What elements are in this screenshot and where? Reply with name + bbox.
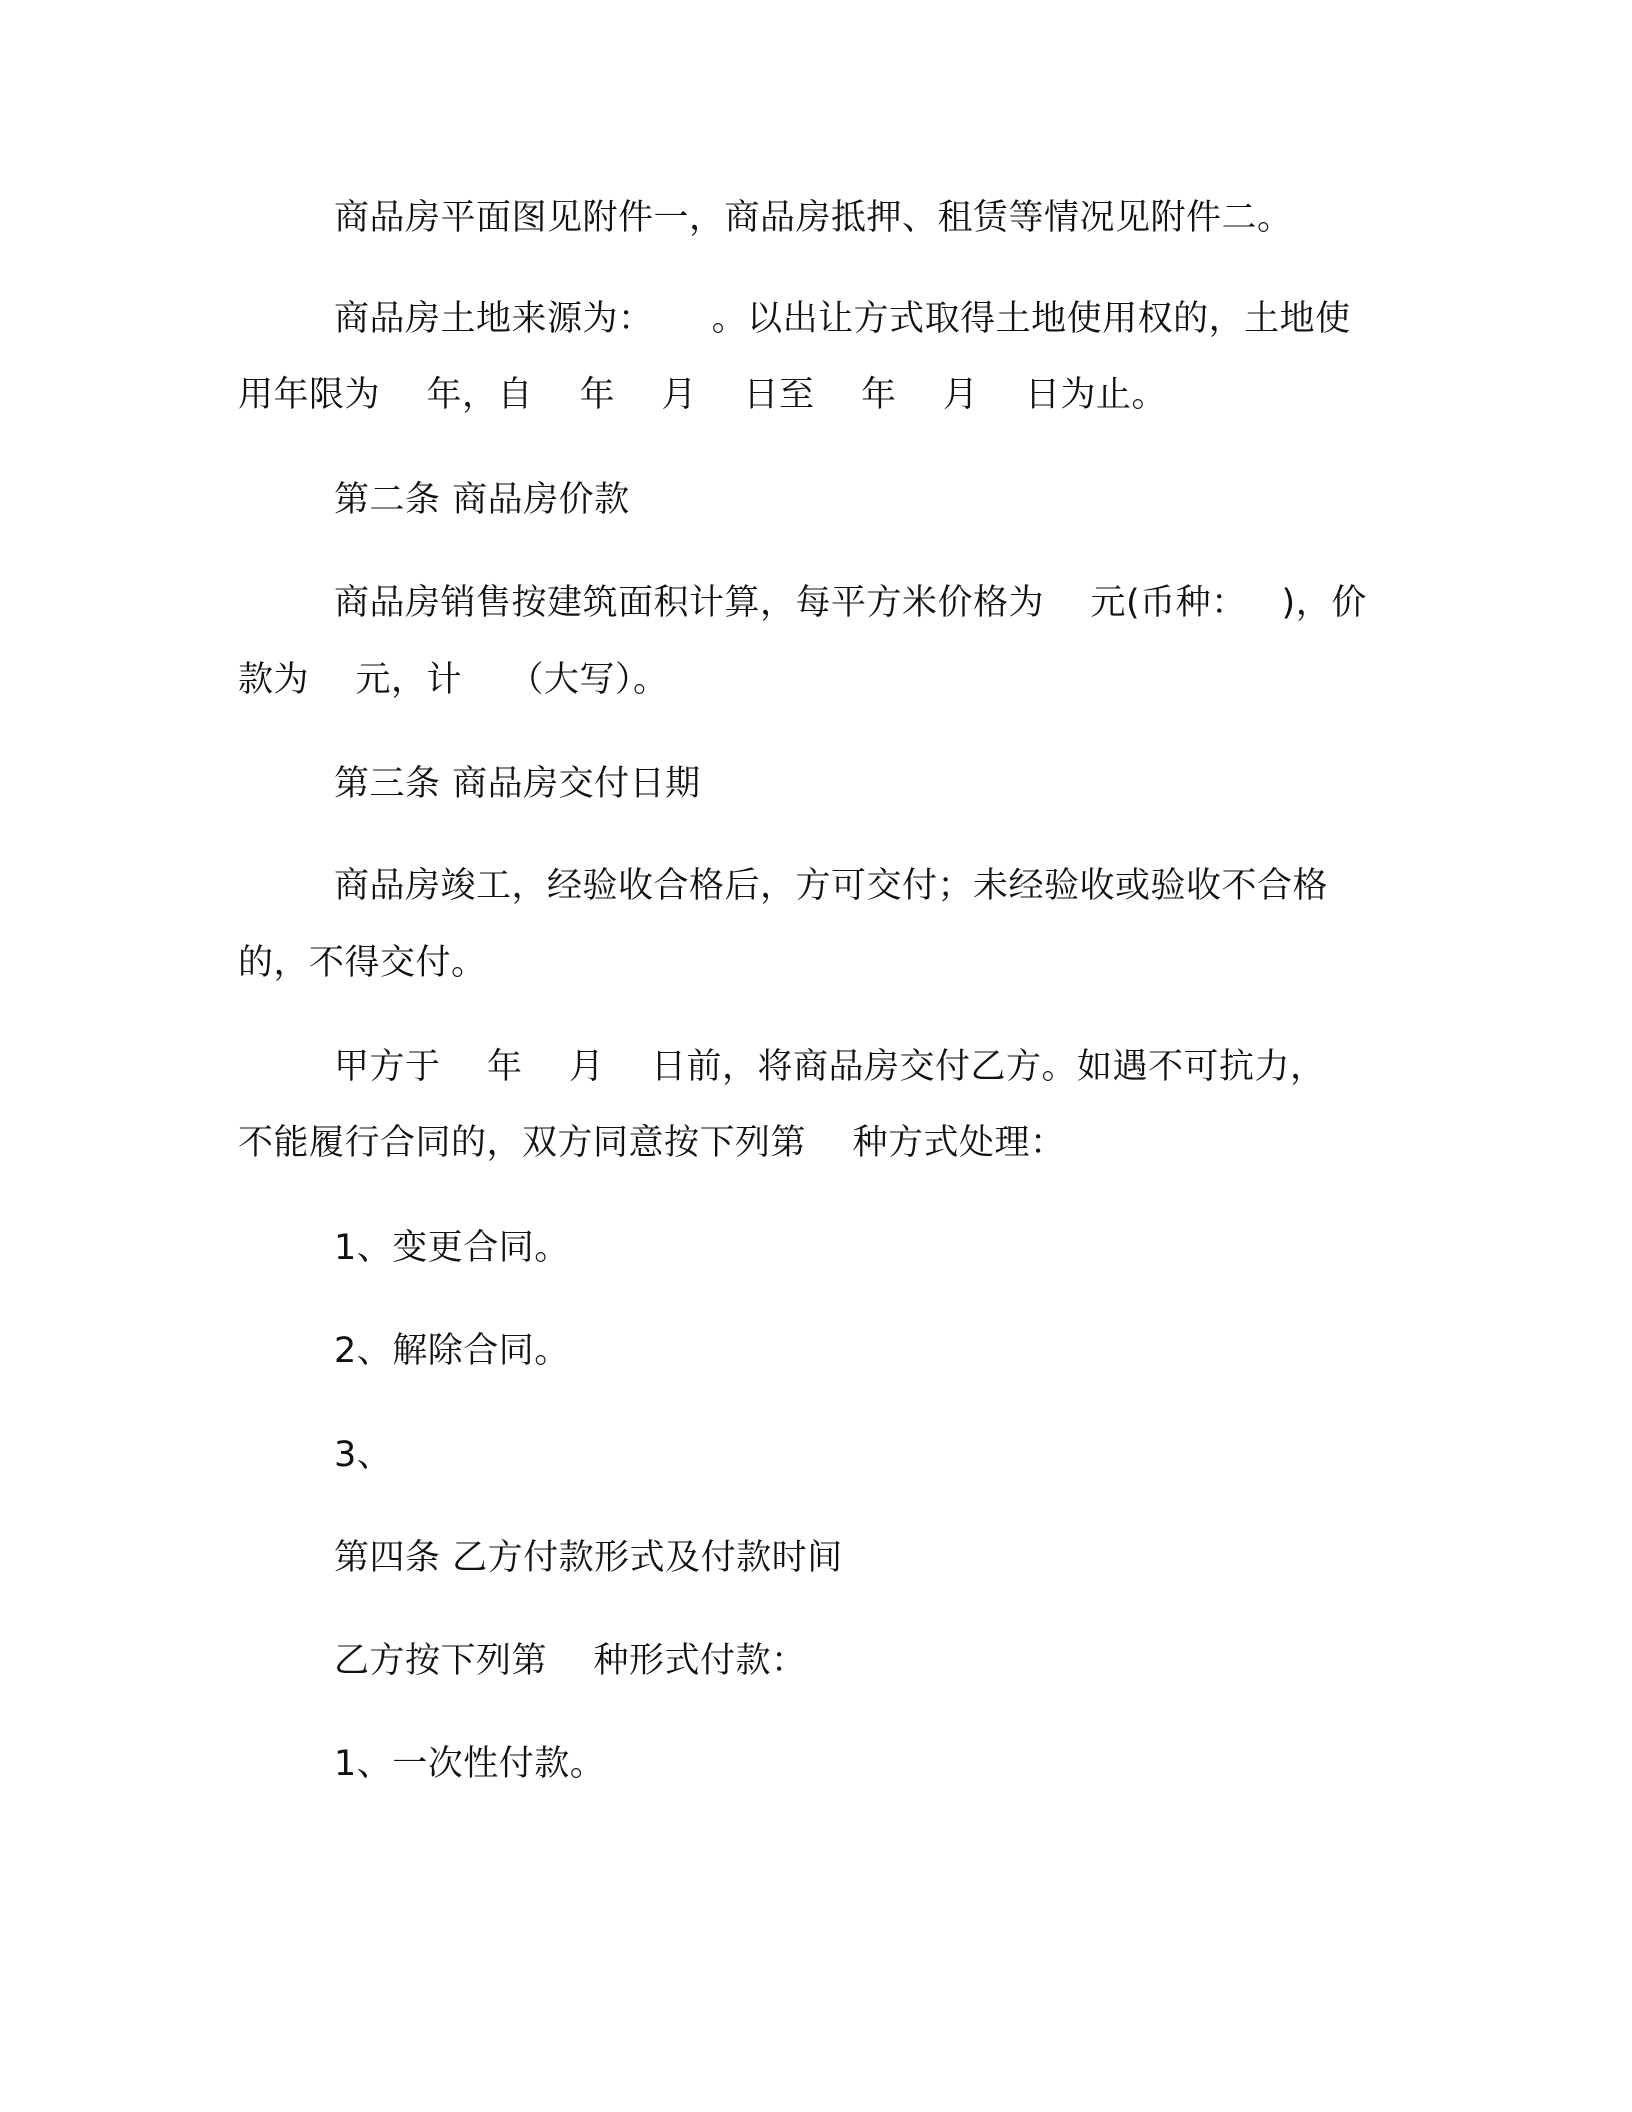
paragraph-price-line2: 款为 元，计 （大写）。 — [238, 660, 669, 700]
paragraph-land-source-line2: 用年限为 年，自 年 月 日至 年 月 日为止。 — [238, 375, 1168, 415]
paragraph-completion-line1: 商品房竣工，经验收合格后，方可交付；未经验收或验收不合格 — [334, 866, 1329, 906]
paragraph-attachments: 商品房平面图见附件一，商品房抵押、租赁等情况见附件二。 — [334, 198, 1293, 238]
paragraph-payment-form: 乙方按下列第 种形式付款： — [334, 1641, 807, 1681]
article-three-heading: 第三条 商品房交付日期 — [334, 764, 701, 804]
payment-list-item-1: 1、一次性付款。 — [334, 1744, 606, 1784]
list-item-2: 2、解除合同。 — [334, 1331, 570, 1371]
paragraph-delivery-line1: 甲方于 年 月 日前，将商品房交付乙方。如遇不可抗力， — [334, 1047, 1326, 1087]
list-item-3: 3、 — [334, 1435, 393, 1475]
article-two-heading: 第二条 商品房价款 — [334, 480, 630, 520]
paragraph-price-line1: 商品房销售按建筑面积计算，每平方米价格为 元(币种： )，价 — [334, 583, 1367, 623]
paragraph-land-source-line1: 商品房土地来源为： 。以出让方式取得土地使用权的，土地使 — [334, 299, 1351, 339]
paragraph-completion-line2: 的，不得交付。 — [238, 943, 487, 983]
paragraph-delivery-line2: 不能履行合同的，双方同意按下列第 种方式处理： — [238, 1123, 1066, 1163]
list-item-1: 1、变更合同。 — [334, 1228, 570, 1268]
article-four-heading: 第四条 乙方付款形式及付款时间 — [334, 1538, 843, 1578]
